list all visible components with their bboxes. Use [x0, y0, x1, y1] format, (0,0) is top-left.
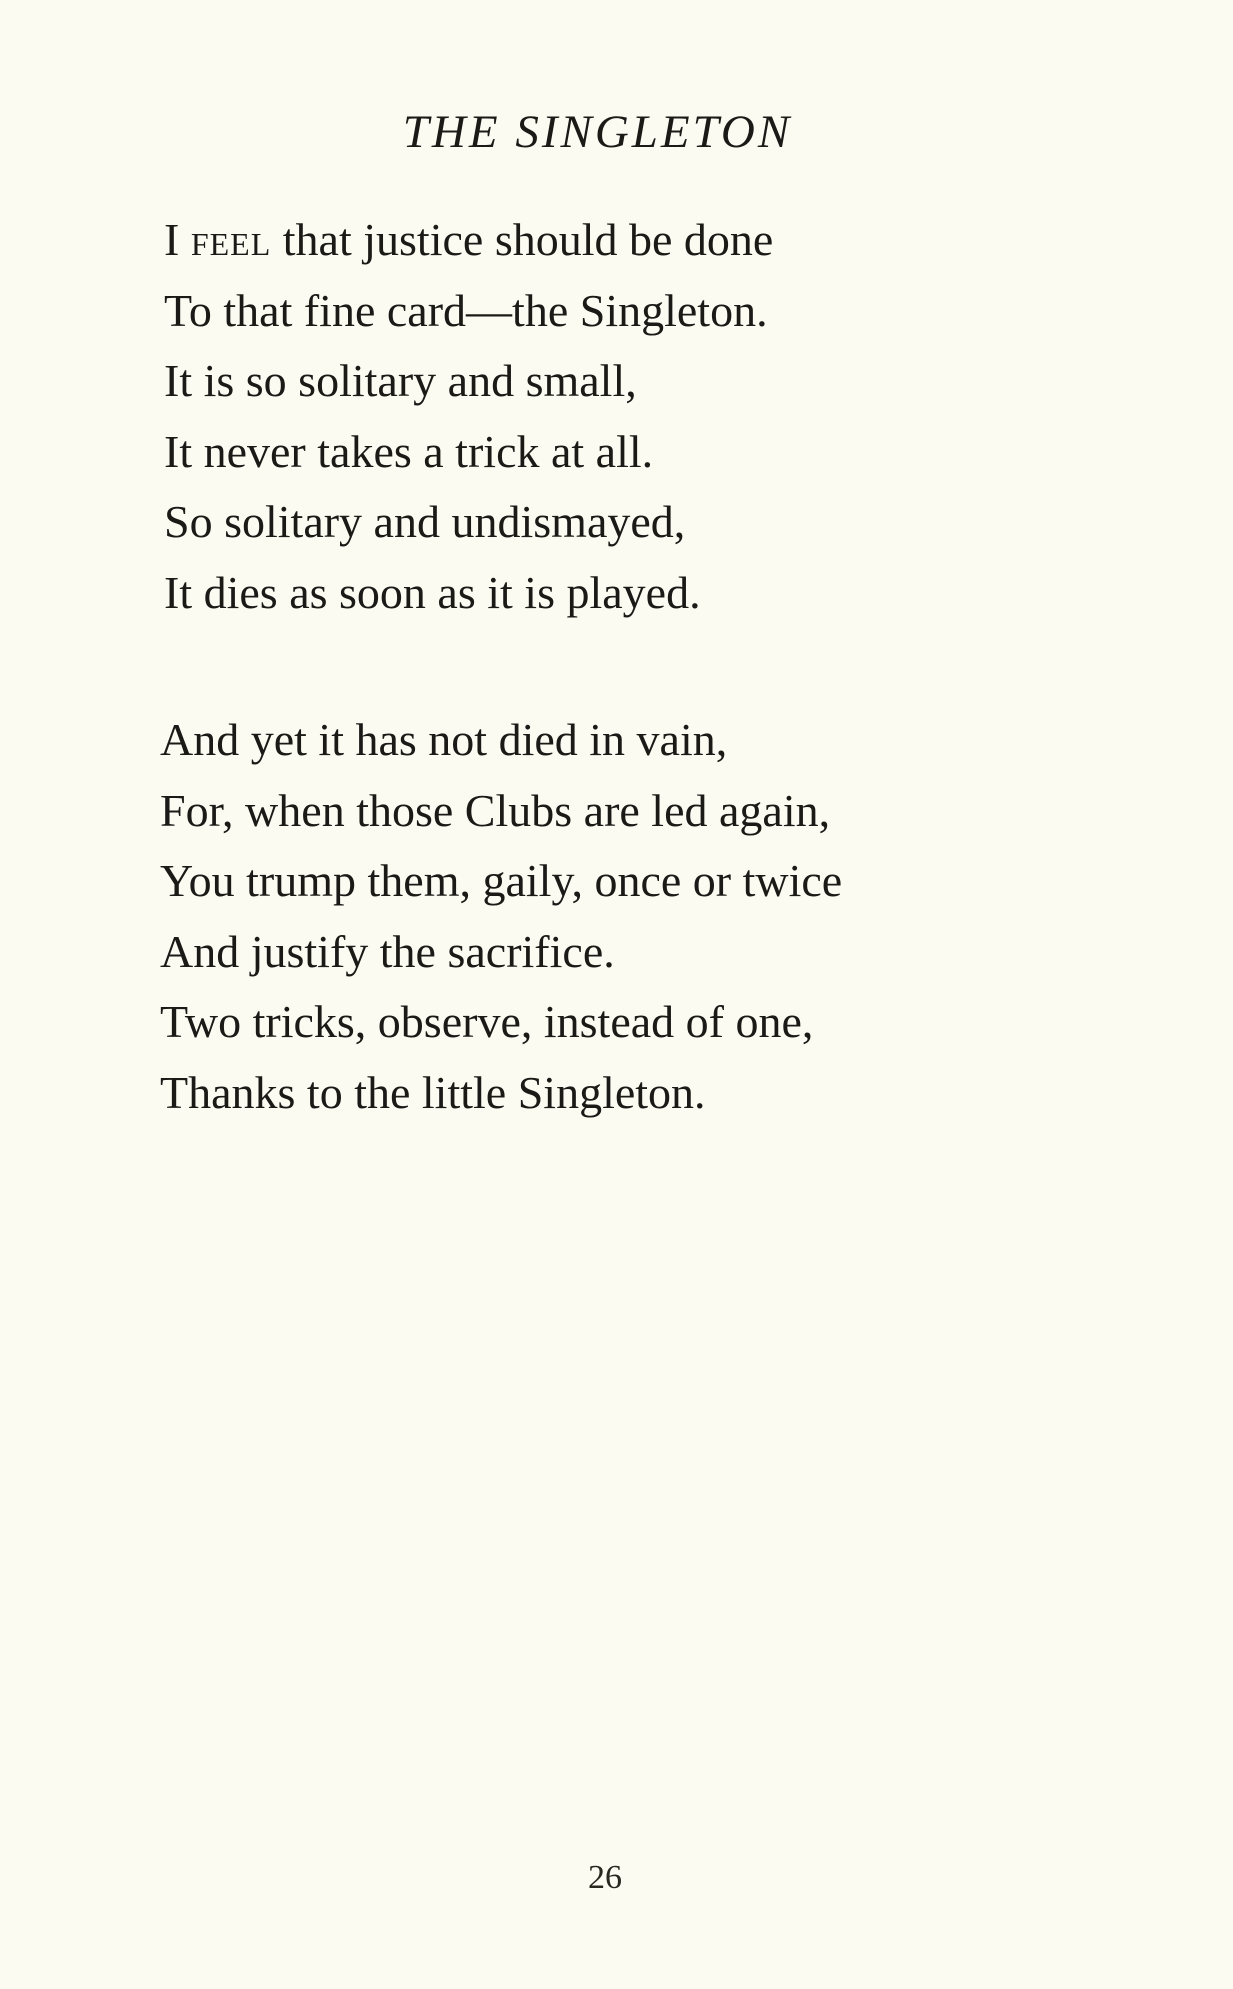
- stanza-2: [160, 705, 842, 1128]
- poem-line: You trump them, gaily, once or twice: [160, 855, 843, 906]
- poem-line-opening: [164, 205, 773, 276]
- poem-line: Thanks to the little Singleton.: [160, 1066, 706, 1118]
- page-number: 26: [588, 1859, 622, 1896]
- poem-line: It dies as soon as it is played.: [164, 566, 701, 618]
- opening-word: I: [164, 214, 180, 265]
- poem-line: It never takes a trick at all.: [164, 425, 654, 477]
- poem-line: So solitary and undismayed,: [164, 496, 686, 547]
- poem-title: THE SINGLETON: [402, 106, 793, 158]
- poem-line: Two tricks, observe, instead of one,: [160, 996, 814, 1047]
- poem-line: And justify the sacrifice.: [160, 925, 615, 977]
- poem-line: To that fine card—the Singleton.: [164, 284, 768, 336]
- poem-line: For, when those Clubs are led again,: [160, 784, 831, 836]
- opening-rest: that justice should be done: [271, 214, 774, 265]
- opening-smallcaps: feel: [190, 214, 272, 265]
- stanza-1: [164, 205, 773, 628]
- poem-line: It is so solitary and small,: [164, 355, 637, 406]
- poem-line: And yet it has not died in vain,: [160, 714, 728, 765]
